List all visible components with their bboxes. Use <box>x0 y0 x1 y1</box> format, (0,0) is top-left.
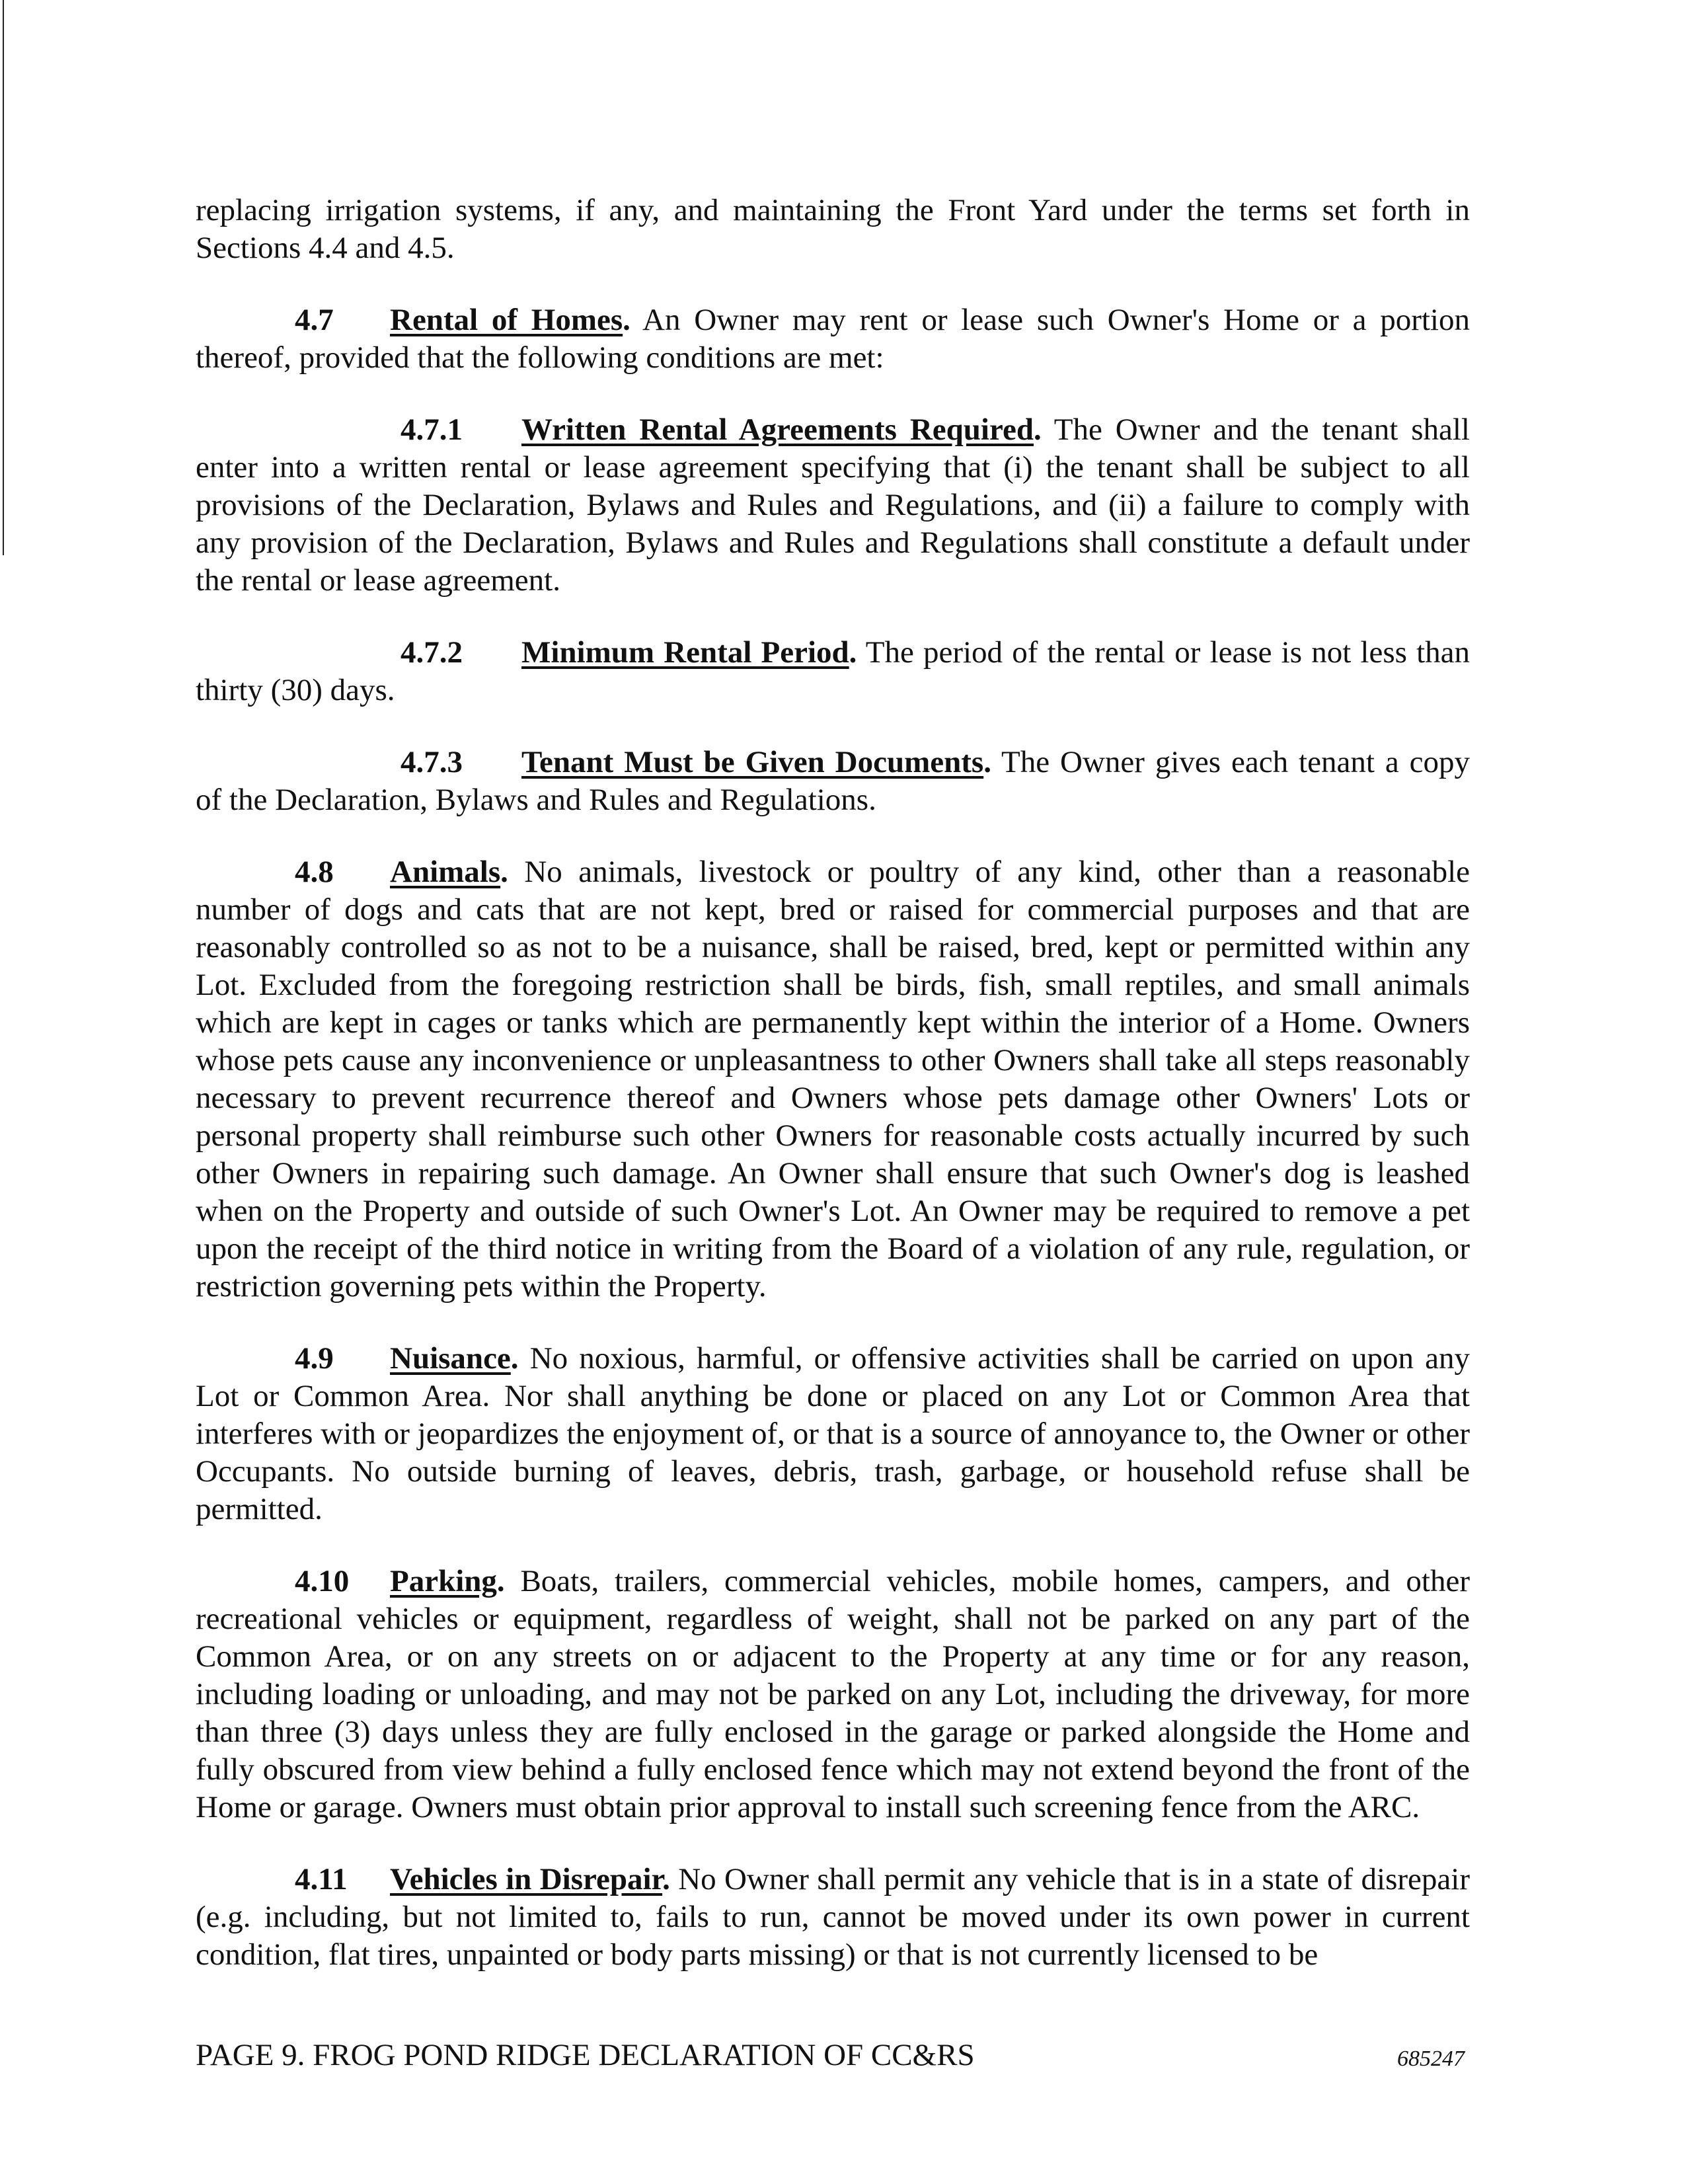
section-body: The Owner and the tenant shall enter into a written rental or lease agreement specifying that (i) the tenant shall be subject to all provisions of the Declaration, Bylaws and Rules and Regulations, and (ii) a failure to comply with any provision of the Declaration, Bylaws and Rules and Regulations shall constitute a default under the rental or lease agreement. <box>196 412 1470 598</box>
section-heading: Minimum Rental Period <box>521 635 849 670</box>
section-number: 4.7 <box>295 303 334 337</box>
footer-page-label: PAGE 9. FROG POND RIDGE DECLARATION OF CC&RS <box>196 2038 975 2072</box>
section-number: 4.8 <box>295 855 334 889</box>
section-number: 4.11 <box>295 1862 348 1896</box>
section-heading: Parking <box>390 1564 497 1598</box>
intro-paragraph: replacing irrigation systems, if any, and maintaining the Front Yard under the terms set forth in Sections 4.4 and 4.5. <box>196 193 1470 265</box>
section-body: No Owner shall permit any vehicle that is in a state of disrepair (e.g. including, but not limited to, fails to run, cannot be moved under its own power in current condition, flat tires, unpainted or body parts missing) or that is not currently licensed to be <box>196 1862 1470 1972</box>
section-4-8: 4.8 Animals. No animals, livestock or poultry of any kind, other than a reasonable number of dogs and cats that are not kept, bred or raised for commercial purposes and that are reasonably controlled so as not to be a nuisance, shall be raised, bred, kept or permitted within any Lot. Excluded from the foregoing restriction shall be birds, fish, small reptiles, and small animals which are kept in cages or tanks which are permanently kept within the interior of a Home. Owners whose pets cause any inconvenience or unpleasantness to other Owners shall take all steps reasonably necessary to prevent recurrence thereof and Owners whose pets damage other Owners' Lots or personal property shall reimburse such other Owners for reasonable costs actually incurred by such other Owners in repairing such damage. An Owner shall ensure that such Owner's dog is leashed when on the Property and outside of such Owner's Lot. An Owner may be required to remove a pet upon the receipt of the third notice in writing from the Board of a violation of any rule, regulation, or restriction governing pets within the Property. <box>196 855 1470 1304</box>
section-heading: Vehicles in Disrepair <box>390 1862 663 1896</box>
section-number: 4.7.3 <box>401 745 463 779</box>
document-body <box>196 192 1470 2008</box>
section-number: 4.10 <box>295 1564 350 1598</box>
section-4-9: 4.9 Nuisance. No noxious, harmful, or offensive activities shall be carried on upon any Lot or Common Area. Nor shall anything be done or placed on any Lot or Common Area that interferes with or jeopardizes the enjoyment of, or that is a source of annoyance to, the Owner or other Occupants. No outside burning of leaves, debris, trash, garbage, or household refuse shall be permitted. <box>196 1341 1471 1526</box>
section-4-10: 4.10 Parking. Boats, trailers, commercial vehicles, mobile homes, campers, and other recreational vehicles or equipment, regardless of weight, shall not be parked on any part of the Common Area, or on any streets on or adjacent to the Property at any time or for any reason, including loading or unloading, and may not be parked on any Lot, including the driveway, for more than three (3) days unless they are fully enclosed in the garage or parked alongside the Home and fully obscured from view behind a fully enclosed fence which may not extend beyond the front of the Home or garage. Owners must obtain prior approval to install such screening fence from the ARC. <box>196 1564 1471 1824</box>
section-heading: Written Rental Agreements Required <box>521 412 1034 447</box>
section-heading: Nuisance <box>390 1341 511 1376</box>
section-4-7-3: 4.7.3 Tenant Must be Given Documents. The Owner gives each tenant a copy of the Declaration, Bylaws and Rules and Regulations. <box>196 745 1470 817</box>
section-4-7-2: 4.7.2 Minimum Rental Period. The period of the rental or lease is not less than thirty (30) days. <box>196 635 1471 707</box>
section-heading: Rental of Homes <box>390 303 623 337</box>
section-4-7: 4.7 Rental of Homes. An Owner may rent or lease such Owner's Home or a portion thereof, provided that the following conditions are met: <box>196 303 1470 375</box>
footer-document-number: 685247 <box>1397 2047 1465 2071</box>
section-number: 4.7.1 <box>401 412 463 447</box>
section-4-7-1: 4.7.1 Written Rental Agreements Required. The Owner and the tenant shall enter into a written rental or lease agreement specifying that (i) the tenant shall be subject to all provisions of the Declaration, Bylaws and Rules and Regulations, and (ii) a failure to comply with any provision of the Declaration, Bylaws and Rules and Regulations shall constitute a default under the rental or lease agreement. <box>196 412 1470 598</box>
section-number: 4.7.2 <box>401 635 463 670</box>
section-heading: Animals <box>390 855 501 889</box>
section-number: 4.9 <box>295 1341 334 1376</box>
section-body: No animals, livestock or poultry of any kind, other than a reasonable number of dogs and cats that are not kept, bred or raised for commercial purposes and that are reasonably controlled so as not to be a nuisance, shall be raised, bred, kept or permitted within any Lot. Excluded from the foregoing restriction shall be birds, fish, small reptiles, and small animals which are kept in cages or tanks which are permanently kept within the interior of a Home. Owners whose pets cause any inconvenience or unpleasantness to other Owners shall take all steps reasonably necessary to prevent recurrence thereof and Owners whose pets damage other Owners' Lots or personal property shall reimburse such other Owners for reasonable costs actually incurred by such other Owners in repairing such damage. An Owner shall ensure that such Owner's dog is leashed when on the Property and outside of such Owner's Lot. An Owner may be required to remove a pet upon the receipt of the third notice in writing from the Board of a violation of any rule, regulation, or restriction governing pets within the Property. <box>196 855 1470 1304</box>
section-body: Boats, trailers, commercial vehicles, mobile homes, campers, and other recreational vehicles or equipment, regardless of weight, shall not be parked on any part of the Common Area, or on any streets on or adjacent to the Property at any time or for any reason, including loading or unloading, and may not be parked on any Lot, including the driveway, for more than three (3) days unless they are fully enclosed in the garage or parked alongside the Home and fully obscured from view behind a fully enclosed fence which may not extend beyond the front of the Home or garage. Owners must obtain prior approval to install such screening fence from the ARC. <box>196 1564 1471 1824</box>
section-heading: Tenant Must be Given Documents <box>521 745 984 779</box>
section-body: The period of the rental or lease is not less than thirty (30) days. <box>196 635 1471 707</box>
section-body: The Owner gives each tenant a copy of the Declaration, Bylaws and Rules and Regulations. <box>196 745 1470 817</box>
section-body: No noxious, harmful, or offensive activities shall be carried on upon any Lot or Common Area. Nor shall anything be done or placed on any Lot or Common Area that interferes with or jeopardizes the enjoyment of, or that is a source of annoyance to, the Owner or other Occupants. No outside burning of leaves, debris, trash, garbage, or household refuse shall be permitted. <box>196 1341 1471 1526</box>
scan-edge-line <box>3 0 4 555</box>
section-body: An Owner may rent or lease such Owner's Home or a portion thereof, provided that the following conditions are met: <box>196 303 1470 375</box>
section-4-11: 4.11 Vehicles in Disrepair. No Owner shall permit any vehicle that is in a state of disrepair (e.g. including, but not limited to, fails to run, cannot be moved under its own power in current condition, flat tires, unpainted or body parts missing) or that is not currently licensed to be <box>196 1862 1470 1972</box>
